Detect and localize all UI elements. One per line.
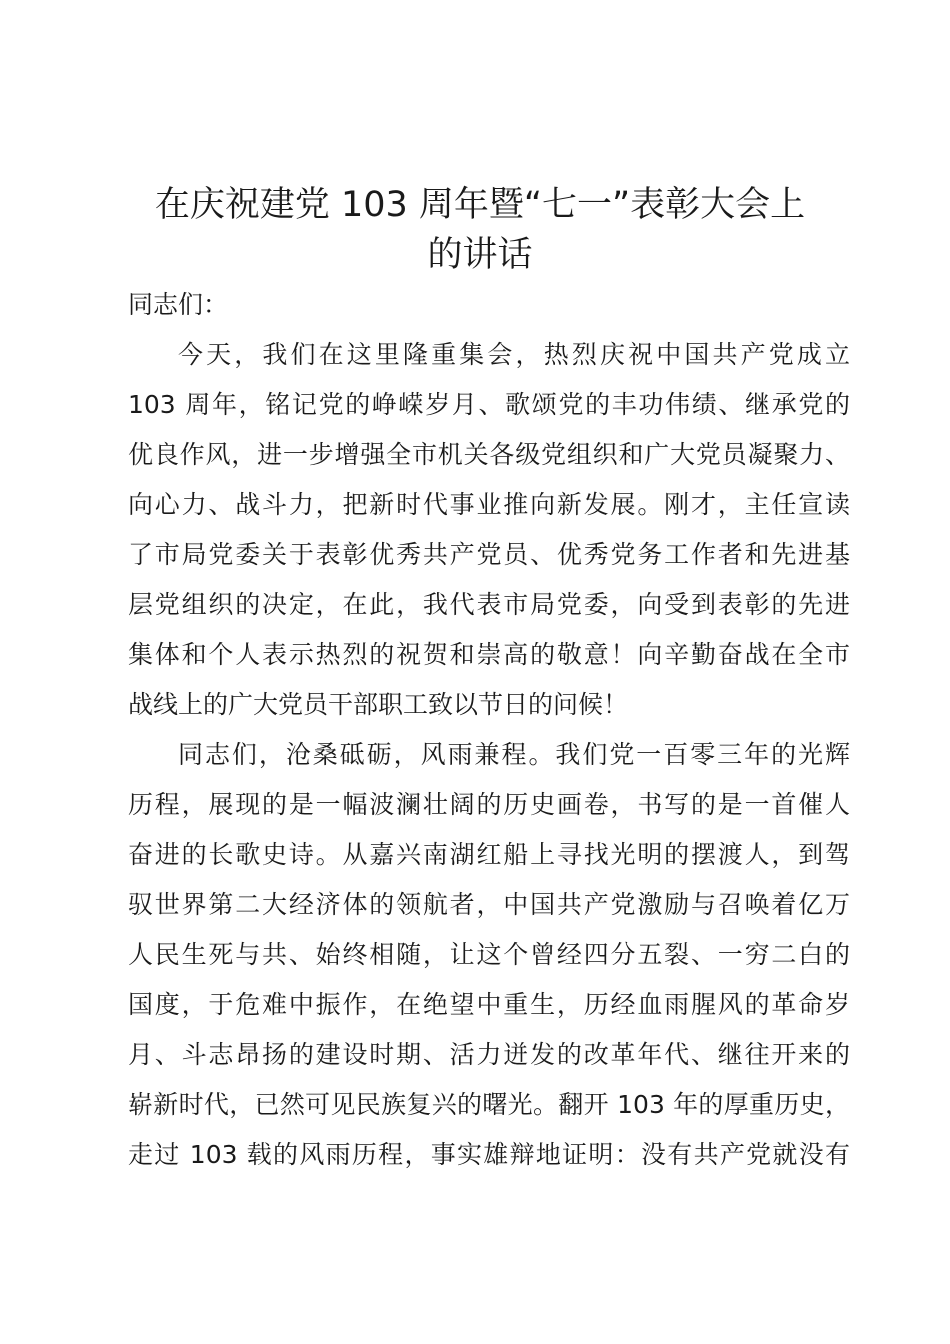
paragraph-line: 月、斗志昂扬的建设时期、活力迸发的改革年代、继往开来的 <box>128 1040 850 1069</box>
title-line-2: 的讲话 <box>427 235 533 275</box>
paragraph-line: 历程，展现的是一幅波澜壮阔的历史画卷，书写的是一首催人 <box>128 790 850 819</box>
salutation: 同志们： <box>128 290 229 319</box>
paragraph-line: 103 周年，铭记党的峥嵘岁月、歌颂党的丰功伟绩、继承党的 <box>128 390 850 419</box>
paragraph-line: 崭新时代，已然可见民族复兴的曙光。翻开 103 年的厚重历史， <box>128 1090 850 1119</box>
paragraph-line: 战线上的广大党员干部职工致以节日的问候！ <box>128 690 629 719</box>
document-body <box>128 280 850 1180</box>
paragraph-line: 人民生死与共、始终相随，让这个曾经四分五裂、一穷二白的 <box>128 940 850 969</box>
paragraph-line: 集体和个人表示热烈的祝贺和崇高的敬意！向辛勤奋战在全市 <box>128 640 850 669</box>
paragraph-line: 同志们，沧桑砥砺，风雨兼程。我们党一百零三年的光辉 <box>178 740 850 769</box>
paragraph-line: 驭世界第二大经济体的领航者，中国共产党激励与召唤着亿万 <box>128 890 850 919</box>
paragraph-line: 向心力、战斗力，把新时代事业推向新发展。刚才，主任宣读 <box>128 490 850 519</box>
paragraph-line: 了市局党委关于表彰优秀共产党员、优秀党务工作者和先进基 <box>128 540 850 569</box>
paragraph-line: 国度，于危难中振作，在绝望中重生，历经血雨腥风的革命岁 <box>128 990 850 1019</box>
paragraph-line: 奋进的长歌史诗。从嘉兴南湖红船上寻找光明的摆渡人，到驾 <box>128 840 850 869</box>
paragraph-1 <box>128 330 850 730</box>
paragraph-line: 今天，我们在这里隆重集会，热烈庆祝中国共产党成立 <box>178 340 850 369</box>
paragraph-2 <box>128 730 850 1180</box>
document-title <box>100 180 860 280</box>
title-line-1: 在庆祝建党 103 周年暨“七一”表彰大会上 <box>154 185 806 225</box>
paragraph-line: 走过 103 载的风雨历程，事实雄辩地证明：没有共产党就没有 <box>128 1140 850 1169</box>
paragraph-line: 优良作风，进一步增强全市机关各级党组织和广大党员凝聚力、 <box>128 440 850 469</box>
paragraph-line: 层党组织的决定，在此，我代表市局党委，向受到表彰的先进 <box>128 590 850 619</box>
